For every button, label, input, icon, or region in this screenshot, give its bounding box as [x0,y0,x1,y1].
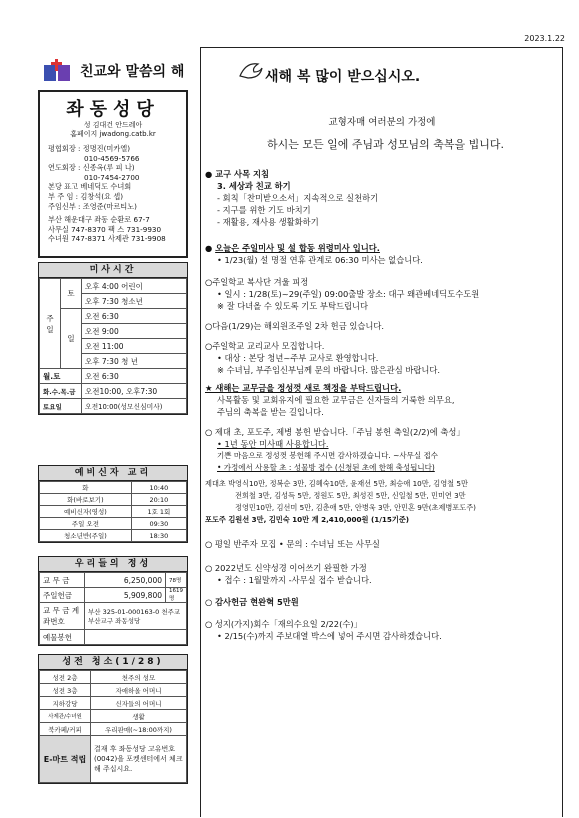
notice-subheading: 3. 세상과 친교 하기 [217,181,291,191]
notice-line: ※ 잘 다녀올 수 있도록 기도 부탁드립니다 [217,301,369,311]
donor-line: 포도주 김원선 3만, 김민숙 10만 계 2,410,000원 (1/15기준) [205,515,410,524]
notice-heading: ○ 제대 초, 포도주, 제병 봉헌 받습니다.「주님 봉헌 축일(2/2)에 축성」 [205,427,465,437]
contact-line: 주임신부 : 조영준(마르티노) [48,201,137,211]
offering-label: 예물봉헌 [40,630,85,645]
dove-icon [236,58,264,86]
notice-line: 기쁜 마음으로 정성껏 봉헌해 주시면 감사하겠습니다. ~사무실 접수 [217,451,438,460]
offering-value: 5,909,800 [85,588,166,603]
cat-time: 1호 1회 [131,506,186,518]
year-logo [42,57,192,85]
contact-line: 부산 해운대구 좌동 순환로 67-7 [48,215,150,225]
clean-place: 지하강당 [40,697,91,710]
notice-line: - 재활용, 재사용 생활화하기 [217,217,319,227]
weekday-label: 토요일 [40,399,82,414]
clean-place: 사제관/수녀원 [40,710,91,723]
mass-time: 오전 9:00 [82,324,187,339]
contact-line: 본당 표고 베네딕도 수녀회 [48,182,132,192]
notice-heading: ★ 새해는 교무금을 정성껏 새로 책정을 부탁드립니다. [205,383,402,393]
cat-label: 주일 오전 [40,518,132,530]
mass-time: 오후 7:30 청 년 [82,354,187,369]
mass-time: 오후 7:30 청소년 [82,294,187,309]
weekday-time: 오전10:00, 오후7:30 [82,384,187,399]
notice-heading: ○ 평일 반주자 모집 • 문의 : 수녀님 또는 사무실 [205,539,380,549]
cleaning-box [38,654,188,784]
notice-heading: ○ 성지(가지)회수「재의수요일 2/22(수)」 [205,619,362,629]
weekday-time: 오전10:00(성모신심미사) [82,399,187,414]
notice-line: ※ 수녀님, 부주임신부님께 문의 바랍니다. 많은관심 바랍니다. [217,365,441,375]
notice-line: • 2/15(수)까지 주보대열 박스에 넣어 주시면 감사하겠습니다. [217,631,442,641]
clean-place: 성전 3층 [40,684,91,697]
contact-line: 평협회장 : 정명진(미카엘) [48,144,131,153]
clean-group: 생활 [91,710,187,723]
parish-homepage[interactable]: 홈페이지 jwadong.catb.kr [70,130,156,138]
notice-line: 사목활동 및 교회유지에 필요한 교무금은 신자들의 거룩한 의무요, [217,395,455,405]
weekday-label: 월.토 [40,369,82,384]
offering-value: 6,250,000 [85,573,166,588]
new-year-greeting: 새해 복 많이 받으십시오. [265,69,421,85]
contact-line: 010-4569-5766 [84,153,140,163]
contact-line: 사무실 747-8370 팩 스 731-9930 [48,224,162,234]
emart-text: 결재 후 좌동성당 고유번호(0042)을 포켓센터에서 체크해 주십시요. [91,736,187,783]
cat-time: 09:30 [131,518,186,530]
bible-cross-icon [42,57,76,83]
offering-unit: 1619명 [166,588,187,603]
parish-contacts [40,144,186,244]
notice-heading: ○주일학교 교리교사 모집합니다. [205,341,325,351]
cat-label: 예비신자(영성) [40,506,132,518]
weekday-time: 오전 6:30 [82,369,187,384]
mass-time: 오후 4:00 어린이 [82,279,187,294]
offering-account: 부산 325-01-000163-0 천주교부산교구 좌동성당 [85,603,187,630]
clean-group: 우리판매(~18:00까지) [91,723,187,736]
offering-label: 주일헌금 [40,588,85,603]
offering-box [38,556,188,646]
mass-time: 오전 6:30 [82,309,187,324]
announcements [205,168,479,642]
offering-label: 교 무 금 계좌번호 [40,603,85,630]
clean-group: 신자들의 어머니 [91,697,187,710]
offering-value [85,630,187,645]
notice-heading: ● 오늘은 주일미사 및 설 합동 위령미사 입니다. [205,243,380,253]
parish-name: 좌동성당 [66,99,160,120]
donor-line: 정영민10만, 김선미 5만, 김춘애 5만, 안병욱 3만, 안민혼 9만(초제병포도주) [235,503,476,512]
notice-line: • 접수 : 1월말까지 -사무실 접수 받습니다. [217,575,372,585]
year-theme: 친교와 말씀의 해 [80,64,185,80]
notice-heading: ○ 감사헌금 현완혁 5만원 [205,597,299,607]
contact-line: 연도회장 : 신종옥(루 피 나) [48,163,135,173]
notice-line: • 1년 동안 미사때 사용합니다. [217,439,329,449]
sunday-label: 주일 [40,279,61,369]
cat-time: 18:30 [131,530,186,542]
notice-heading: ○다음(1/29)는 해외원조주일 2차 헌금 있습니다. [205,321,385,331]
clean-group: 자애하올 어머니 [91,684,187,697]
notice-line: • 일시 : 1/28(토)~29(주일) 09:00출발 장소: 대구 왜관베네딕도수도원 [217,289,480,299]
notice-heading: ○주일학교 복사단 겨울 피정 [205,277,309,287]
catechumen-box [38,465,188,543]
donor-line: 전희철 3만, 김성득 5만, 정원도 5만, 최성진 5만, 신일철 5만, 민미연 3만 [235,491,466,500]
greeting-line-1: 교형자매 여러분의 가정에 [328,117,436,128]
mass-time: 오전 11:00 [82,339,187,354]
contact-line: 부 주 임 : 김창석(요 셉) [48,191,123,201]
parish-info-box [38,90,188,258]
donor-line: 제대초 박영식10만, 정복순 3만, 김혜숙10만, 윤재선 5만, 최승애 10만, 김영철 5만 [205,479,468,488]
notice-heading: ● 교구 사목 지침 [205,169,270,179]
clean-place: 성전 2층 [40,671,91,684]
notice-heading: ○ 2022년도 신약성경 이어쓰기 완필한 가정 [205,563,367,573]
contact-line: 010-7454-2700 [84,172,140,182]
notice-line: 주님의 축복을 받는 길입니다. [217,407,324,417]
sunday-day-label: 일 [61,309,82,369]
issue-date: 2023.1.22 [524,34,565,43]
cat-label: 화(바로보기) [40,494,132,506]
clean-group: 천주의 성모 [91,671,187,684]
greeting-line-2: 하시는 모든 일에 주님과 성모님의 축복을 빕니다. [267,138,504,151]
offering-label: 교 무 금 [40,573,85,588]
notice-line: - 지구를 위한 기도 바치기 [217,205,311,215]
notice-line: • 1/23(월) 설 명절 연휴 관계로 06:30 미사는 없습니다. [217,255,423,265]
cat-label: 화 [40,482,132,494]
saturday-label: 토 [61,279,82,309]
catechumen-title: 예비신자 교리 [39,466,187,481]
contact-line: 수녀원 747-8371 사제관 731-9908 [48,234,166,244]
cat-time: 10:40 [131,482,186,494]
cat-label: 청소년반(주일) [40,530,132,542]
cat-time: 20:10 [131,494,186,506]
weekday-label: 화.수.목.금 [40,384,82,399]
cleaning-title: 성전 청소(1/28) [39,655,187,670]
offering-title: 우리들의 정성 [39,557,187,572]
notice-line: • 대상 : 본당 청년~주부 교사로 환영합니다. [217,353,379,363]
clean-place: 북카페/커피 [40,723,91,736]
parish-patron: 성 김대건 안드레아 [83,121,143,129]
notice-line: • 가정에서 사용할 초 : 성물방 접수 (신청된 초에 한해 축성됩니다) [217,463,435,472]
notice-line: - 회칙「찬미받으소서」지속적으로 실천하기 [217,193,379,203]
mass-schedule [38,262,188,415]
mass-title: 미사시간 [39,263,187,278]
emart-label: E-마트 적립 [40,736,91,783]
offering-unit: 78명 [166,573,187,588]
